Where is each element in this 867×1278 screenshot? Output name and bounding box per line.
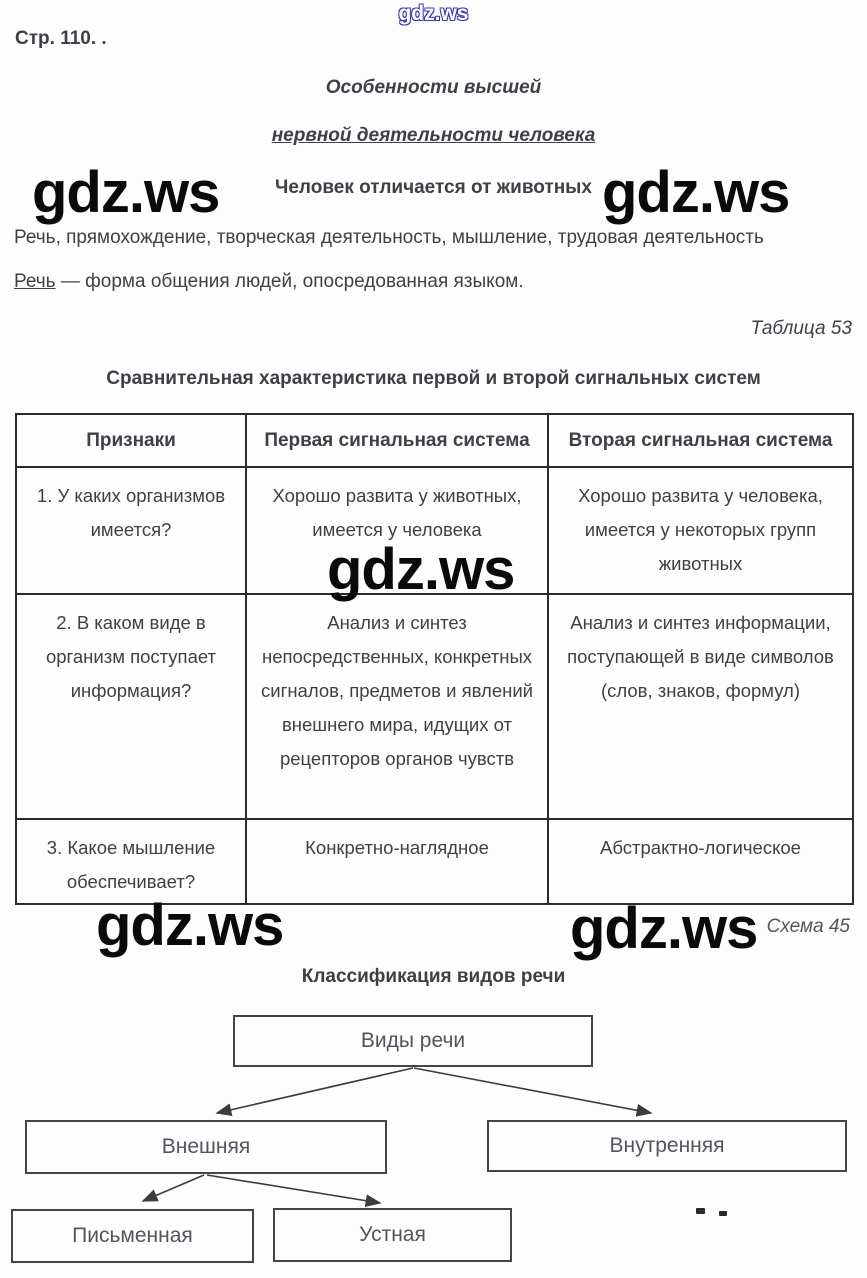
schema-box-external bbox=[25, 1120, 387, 1174]
cell-row3-feature: 3. Какое мышление обеспечивает? bbox=[16, 819, 246, 904]
schema-box-oral-label: Устная bbox=[359, 1223, 426, 1246]
schema-title: Классификация видов речи bbox=[301, 966, 566, 987]
cell-row2-second: Анализ и синтез информации, поступающей в виде символов (слов, знаков, формул) bbox=[548, 594, 853, 819]
cell-row1-first: Хорошо развита у животных, имеется у человека bbox=[246, 467, 548, 594]
watermark-gdz-lower-left: gdz.ws bbox=[96, 893, 284, 958]
watermark-gdz-top: gdz.ws bbox=[398, 2, 469, 25]
speech-definition-line bbox=[14, 271, 524, 293]
schema-box-oral bbox=[273, 1208, 512, 1262]
watermark-gdz-lower-right: gdz.ws bbox=[570, 896, 758, 961]
watermark-gdz-table-center: gdz.ws bbox=[327, 537, 515, 602]
table-row bbox=[16, 819, 853, 904]
cell-row3-first: Конкретно-наглядное bbox=[246, 819, 548, 904]
cell-row3-second: Абстрактно-логическое bbox=[548, 819, 853, 904]
doc-title-line2: нервной деятельности человека bbox=[271, 125, 596, 146]
page-number-label: Стр. 110. . bbox=[15, 28, 107, 49]
schema-caption: Схема 45 bbox=[766, 916, 850, 937]
signal-systems-table bbox=[15, 413, 854, 905]
human-traits-line: Речь, прямохождение, творческая деятельность, мышление, трудовая деятельность bbox=[14, 227, 764, 248]
schema-box-speech-types bbox=[233, 1015, 593, 1067]
watermark-gdz-upper-right: gdz.ws bbox=[602, 160, 790, 225]
cell-row1-second: Хорошо развита у человека, имеется у некоторых групп животных bbox=[548, 467, 853, 594]
speech-definition-text: — форма общения людей, опосредованная языком. bbox=[60, 271, 524, 292]
schema-box-written bbox=[11, 1209, 254, 1263]
schema-box-internal-label: Внутренняя bbox=[609, 1134, 725, 1157]
cell-row2-first: Анализ и синтез непосредственных, конкретных сигналов, предметов и явлений внешнего мира, идущих от рецепторов органов чувств bbox=[246, 594, 548, 819]
speech-term: Речь bbox=[14, 271, 56, 292]
schema-box-written-label: Письменная bbox=[72, 1224, 193, 1247]
print-artifact-dot bbox=[696, 1208, 705, 1214]
table-title: Сравнительная характеристика первой и второй сигнальных систем bbox=[106, 368, 761, 389]
print-artifact-dot bbox=[719, 1211, 727, 1216]
col-header-features: Признаки bbox=[16, 414, 246, 467]
doc-subtitle: Человек отличается от животных bbox=[275, 177, 592, 198]
schema-box-external-label: Внешняя bbox=[161, 1135, 251, 1158]
table-caption: Таблица 53 bbox=[750, 318, 852, 339]
doc-title-line1: Особенности высшей bbox=[325, 77, 542, 98]
table-header-row bbox=[16, 414, 853, 467]
cell-row2-feature: 2. В каком виде в организм поступает информация? bbox=[16, 594, 246, 819]
cell-row1-feature: 1. У каких организмов имеется? bbox=[16, 467, 246, 594]
table-row bbox=[16, 594, 853, 819]
watermark-gdz-upper-left: gdz.ws bbox=[32, 160, 220, 225]
schema-box-internal bbox=[487, 1120, 847, 1172]
col-header-first-system: Первая сигнальная система bbox=[246, 414, 548, 467]
col-header-second-system: Вторая сигнальная система bbox=[548, 414, 853, 467]
schema-box-speech-types-label: Виды речи bbox=[360, 1029, 466, 1052]
